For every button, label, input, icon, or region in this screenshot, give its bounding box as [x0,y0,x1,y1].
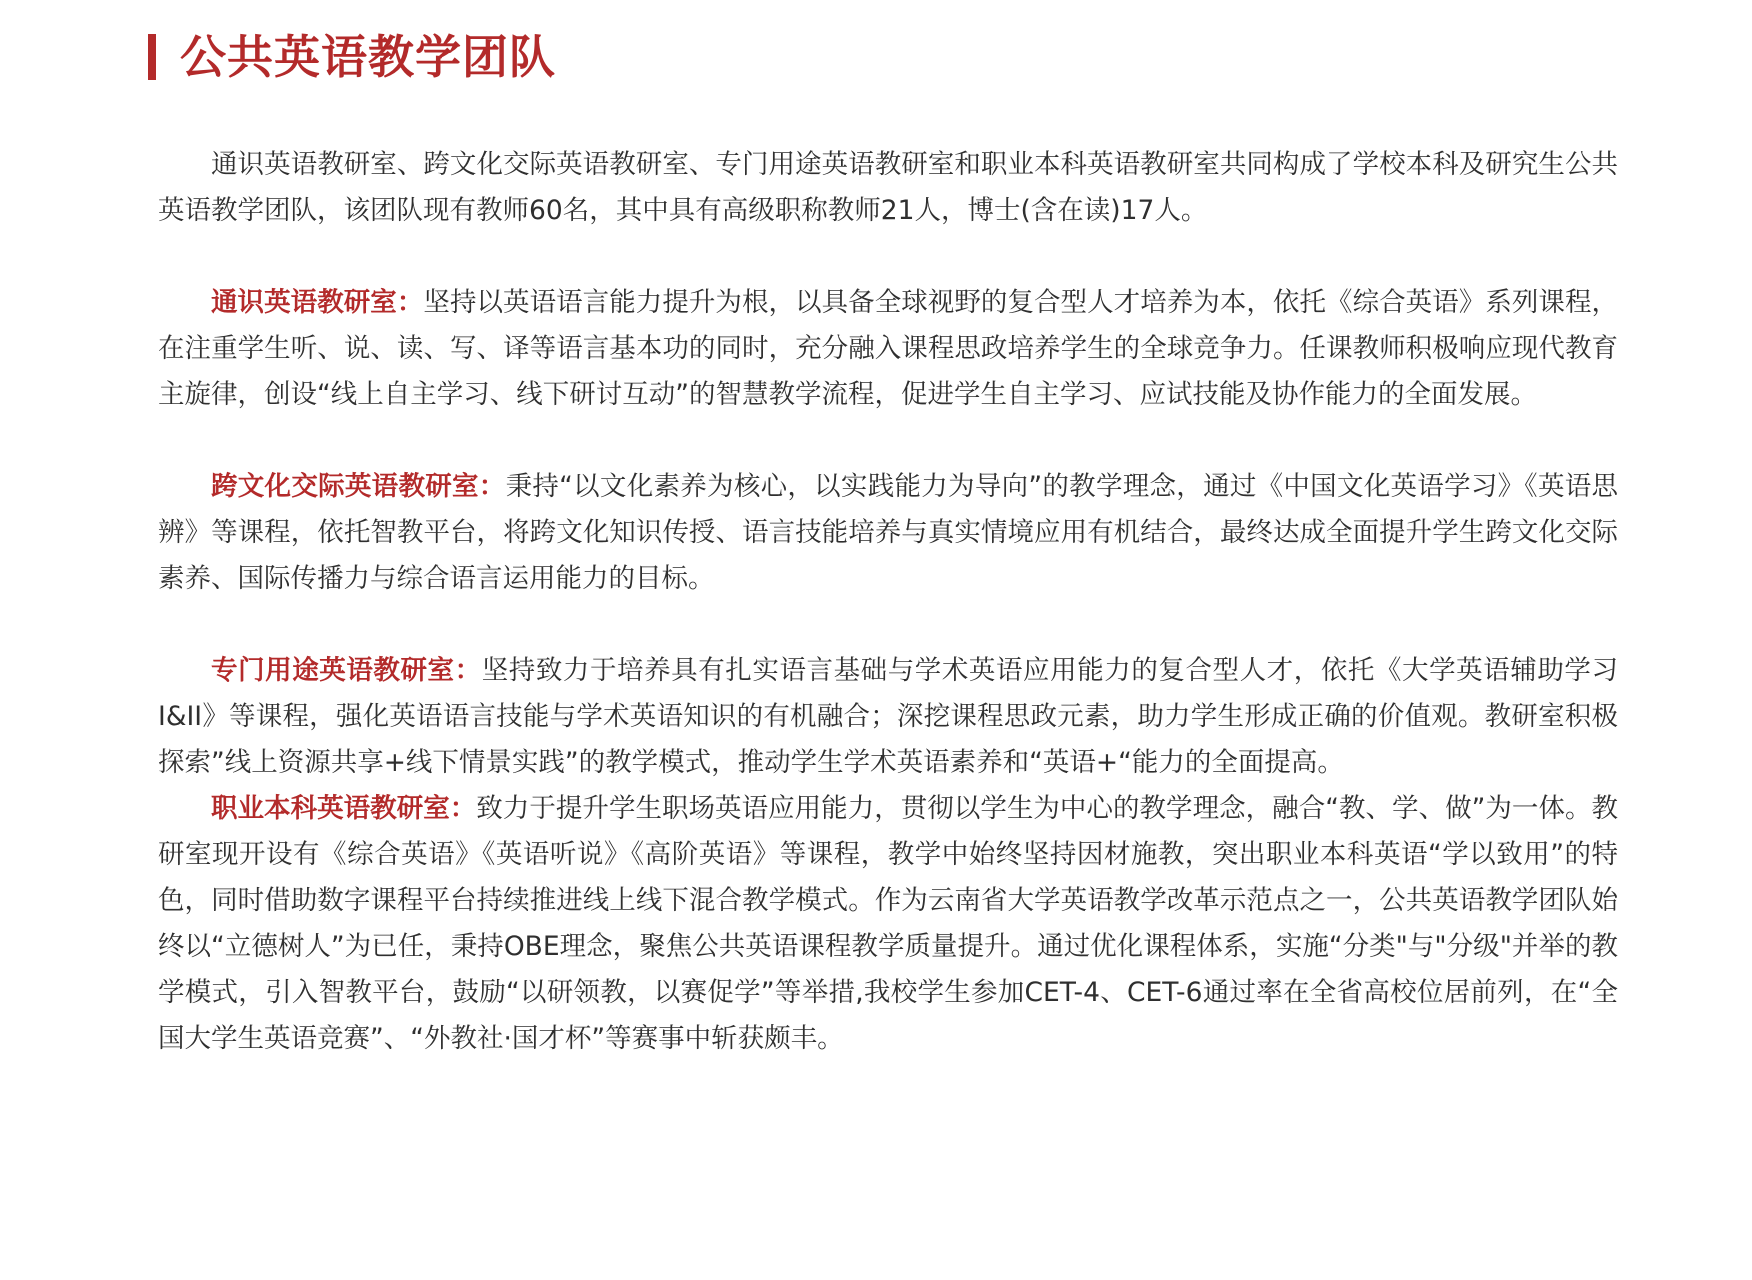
section-title: 职业本科英语教研室： [211,793,477,824]
title-accent-bar [148,34,156,80]
section-intercultural-english [158,464,1618,602]
intro-paragraph: 通识英语教研室、跨文化交际英语教研室、专门用途英语教研室和职业本科英语教研室共同构成了学校本科及研究生公共英语教学团队，该团队现有教师60名，其中具有高级职称教师21人，博士(含在读)17人。 [158,149,1618,226]
section-title: 跨文化交际英语教研室： [211,471,506,502]
section-body: 坚持致力于培养具有扎实语言基础与学术英语应用能力的复合型人才，依托《大学英语辅助学习I&II》等课程，强化英语语言技能与学术英语知识的有机融合；深挖课程思政元素，助力学生形成正确的价值观。教研室积极探索”线上资源共享+线下情景实践”的教学模式，推动学生学术英语素养和“英语+“能力的全面提高。 [158,655,1619,778]
page-header [148,22,556,92]
section-general-english [158,280,1618,418]
page-title: 公共英语教学团队 [180,30,556,84]
section-title: 通识英语教研室： [211,287,424,318]
section-body: 致力于提升学生职场英语应用能力，贯彻以学生为中心的教学理念，融合“教、学、做”为一体。教研室现开设有《综合英语》《英语听说》《高阶英语》等课程，教学中始终坚持因材施教，突出职业本科英语“学以致用”的特色，同时借助数字课程平台持续推进线上线下混合教学模式。作为云南省大学英语教学改革示范点之一，公共英语教学团队始终以“立德树人”为已任，秉持OBE理念，聚焦公共英语课程教学质量提升。通过优化课程体系，实施“分类"与"分级"并举的教学模式，引入智教平台，鼓励“以研领教，以赛促学”等举措,我校学生参加CET-4、CET-6通过率在全省高校位居前列，在“全国大学生英语竞赛”、“外教社·国才杯”等赛事中斩获颇丰。 [158,793,1618,1054]
section-body: 秉持“以文化素养为核心，以实践能力为导向”的教学理念，通过《中国文化英语学习》《英语思辨》等课程，依托智教平台，将跨文化知识传授、语言技能培养与真实情境应用有机结合，最终达成全面提升学生跨文化交际素养、国际传播力与综合语言运用能力的目标。 [158,471,1618,594]
section-specific-purpose-english [158,648,1618,786]
article-body [158,142,1618,1062]
section-vocational-english [158,786,1618,1062]
section-title: 专门用途英语教研室： [211,655,482,686]
section-body: 坚持以英语语言能力提升为根，以具备全球视野的复合型人才培养为本，依托《综合英语》系列课程，在注重学生听、说、读、写、译等语言基本功的同时，充分融入课程思政培养学生的全球竞争力。任课教师积极响应现代教育主旋律，创设“线上自主学习、线下研讨互动”的智慧教学流程，促进学生自主学习、应试技能及协作能力的全面发展。 [158,287,1619,410]
